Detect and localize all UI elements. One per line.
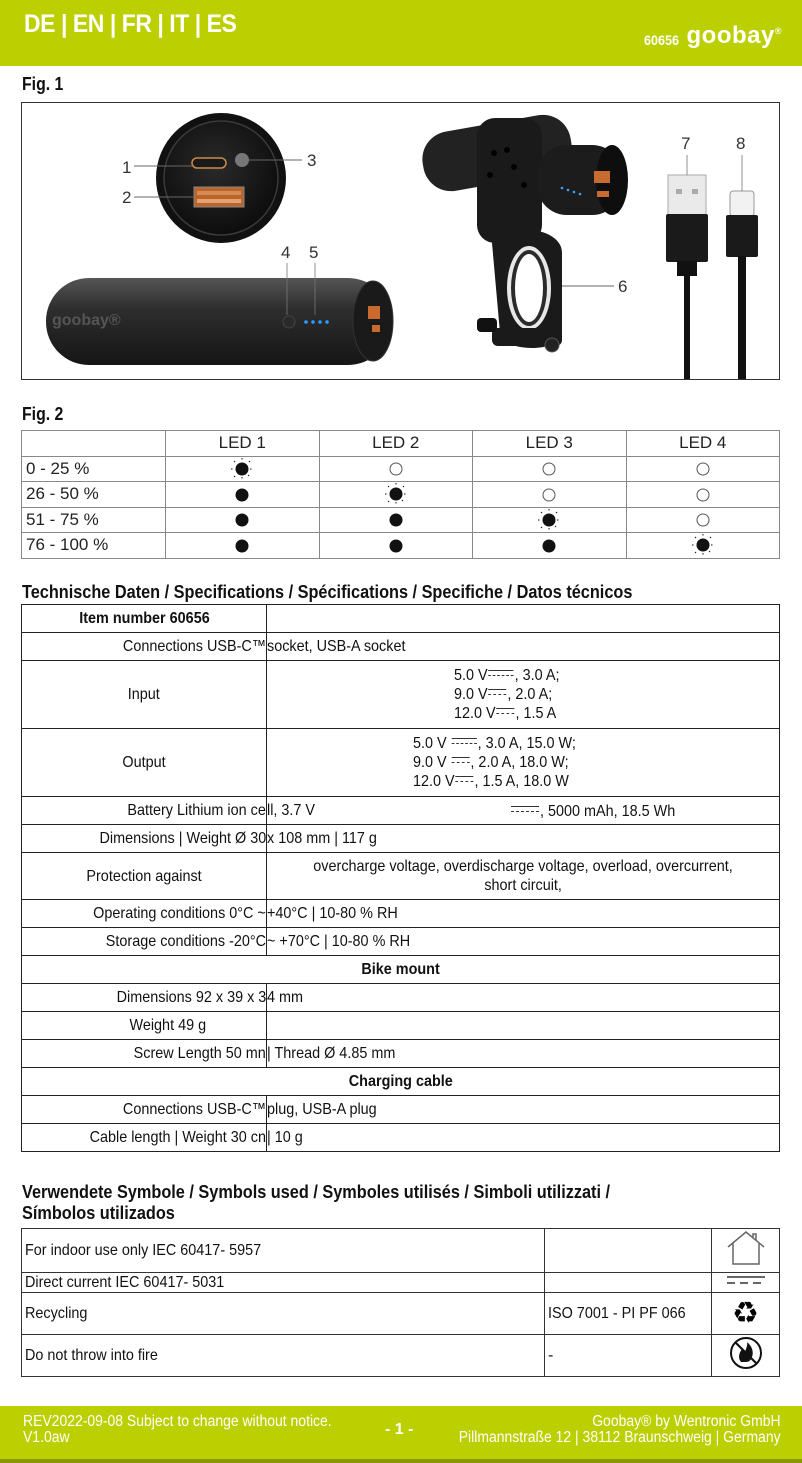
led-blink-icon [319,482,473,508]
direct-current-icon [488,670,515,678]
spec-label: Connections USB-C™ [22,1096,267,1124]
fig1-product-image [21,102,780,380]
symbol-description: Recycling [22,1293,545,1335]
language-list: DE | EN | FR | IT | ES [24,10,237,38]
svg-text:3: 3 [307,151,317,170]
led-col-3: LED 3 [473,431,627,457]
fig1-title: Fig. 1 [22,74,64,94]
spec-label: Screw Length 50 mn [22,1040,267,1068]
spec-row-dimensions [22,825,780,853]
led-off-icon [473,482,627,508]
item-number: 60656 [643,32,679,48]
bike-mount-illustration [418,110,628,352]
spec-value: ~ +70°C | 10-80 % RH [267,928,780,956]
led-col-4: LED 4 [626,431,780,457]
led-on-icon [166,482,320,508]
direct-current-icon [496,708,516,716]
symbol-row [22,1293,780,1335]
button-icon [235,153,249,167]
spec-value: 5.0 V , 3.0 A, 15.0 W; 9.0 V , 2.0 A, 18.0 W; 12.0 V , 1.5 A, 18.0 W [267,729,780,797]
brand [642,22,782,50]
specifications-table [21,604,780,1152]
led-status-table [21,430,780,559]
section-heading: Charging cable [22,1068,780,1096]
spec-label: Dimensions | Weight Ø 30 [22,825,267,853]
svg-text:4: 4 [281,243,291,262]
led-blink-icon [626,533,780,559]
symbol-row [22,1335,780,1377]
footer-bar [0,1406,802,1459]
symbols-title: Verwendete Symbole / Symbols used / Symboles utilisés / Simboli utilizzati / Símbolos utilizados [22,1181,611,1223]
led-blink-icon [166,456,320,482]
spec-row-connections [22,633,780,661]
footer-bottom-band [0,1459,802,1463]
spec-label: Dimensions 92 x 39 x 3 [22,984,267,1012]
direct-current-icon [488,689,508,697]
led-row [22,507,780,533]
led-off-icon [626,507,780,533]
spec-section-charging-cable [22,1068,780,1096]
fig2-title: Fig. 2 [22,404,64,424]
led-row [22,482,780,508]
led-blink-icon [473,507,627,533]
footer-revision: REV2022-09-08 Subject to change without notice. V1.0aw [23,1413,332,1446]
recycling-icon: ♻ [732,1296,759,1330]
symbol-reference: - [545,1335,712,1377]
spec-label: Battery Lithium ion ce [22,797,267,825]
spec-value: plug, USB-A plug [267,1096,780,1124]
led-row-label: 0 - 25 % [22,456,166,482]
spec-row-storage-conditions [22,928,780,956]
footer-company: Goobay® by Wentronic GmbH Pillmannstraße 12 | 38112 Braunschweig | Germany [459,1413,781,1446]
led-row [22,456,780,482]
spec-value: overcharge voltage, overdischarge voltage, overload, overcurrent, short circuit, [267,853,780,900]
led-col-2: LED 2 [319,431,473,457]
spec-label: Input [22,661,267,729]
spec-label: Connections USB-C™ [22,633,267,661]
spec-label: Output [22,729,267,797]
header-bar [0,0,802,66]
goobay-logo: goobay® [686,22,782,49]
spec-label: Weight 49 g [22,1012,267,1040]
spec-label: Cable length | Weight 30 cn [22,1124,267,1152]
no-fire-icon [728,1335,764,1371]
led-on-icon [319,533,473,559]
spec-row-operating-conditions [22,900,780,928]
spec-value: 5.0 V , 3.0 A; 9.0 V , 2.0 A; 12.0 V , 1.5 A [267,661,780,729]
led-on-icon [319,507,473,533]
symbol-reference [545,1273,712,1293]
symbols-table [21,1228,780,1377]
led-col-1: LED 1 [166,431,320,457]
led-col-empty [22,431,166,457]
symbol-description: Do not throw into fire [22,1335,545,1377]
led-row-label: 76 - 100 % [22,533,166,559]
led-row-label: 26 - 50 % [22,482,166,508]
svg-text:5: 5 [309,243,319,262]
symbol-reference [545,1229,712,1273]
spec-row-cc-length [22,1124,780,1152]
usb-a-port-icon [194,187,244,207]
house-icon [724,1229,768,1267]
usb-c-port-icon [192,158,226,168]
spec-row-bm-screw [22,1040,780,1068]
symbol-row [22,1273,780,1293]
led-off-icon [473,456,627,482]
spec-row-item-number [22,605,780,633]
symbol-description: For indoor use only IEC 60417- 5957 [22,1229,545,1273]
led-off-icon [319,456,473,482]
spec-label: Protection against [22,853,267,900]
charging-cable-illustration [666,134,758,380]
direct-current-icon [454,776,474,784]
led-off-icon [626,456,780,482]
spec-value: ll, 3.7 V , 5000 mAh, 18.5 Wh [267,797,780,825]
section-heading: Bike mount [22,956,780,984]
spec-row-output [22,729,780,797]
svg-text:goobay®: goobay® [52,312,121,329]
svg-text:8: 8 [736,134,746,153]
svg-text:7: 7 [681,134,691,153]
direct-current-icon [450,757,470,765]
direct-current-icon [450,738,477,746]
symbol-description: Direct current IEC 60417- 5031 [22,1273,545,1293]
led-on-icon [166,507,320,533]
spec-row-cc-connections [22,1096,780,1124]
spec-row-input [22,661,780,729]
spec-value: socket, USB-A socket [267,633,780,661]
spec-row-battery [22,797,780,825]
led-header-row [22,431,780,457]
svg-text:1: 1 [122,158,132,177]
svg-text:6: 6 [618,277,628,296]
direct-current-icon [510,806,540,814]
led-on-icon [473,533,627,559]
spec-row-bm-weight [22,1012,780,1040]
spec-row-bm-dimensions [22,984,780,1012]
spec-value: | 10 g [267,1124,780,1152]
product-illustration [22,103,780,380]
led-row-label: 51 - 75 % [22,507,166,533]
spec-value: | Thread Ø 4.85 mm [267,1040,780,1068]
spec-label: Operating conditions 0°C ~ [22,900,267,928]
led-row [22,533,780,559]
symbol-row [22,1229,780,1273]
spec-item-number: Item number 60656 [22,605,267,633]
spec-section-bike-mount [22,956,780,984]
direct-current-icon [726,1273,766,1287]
led-off-icon [626,482,780,508]
spec-value: x 108 mm | 117 g [267,825,780,853]
spec-row-protection [22,853,780,900]
led-on-icon [166,533,320,559]
symbol-reference: ISO 7001 - PI PF 066 [545,1293,712,1335]
page-number: - 1 - [385,1421,414,1438]
spec-value: 4 mm [267,984,780,1012]
spec-label: Storage conditions -20°C [22,928,267,956]
svg-text:2: 2 [122,188,132,207]
spec-value: +40°C | 10-80 % RH [267,900,780,928]
specifications-title: Technische Daten / Specifications / Spécifications / Specifiche / Datos técnicos [22,581,633,602]
